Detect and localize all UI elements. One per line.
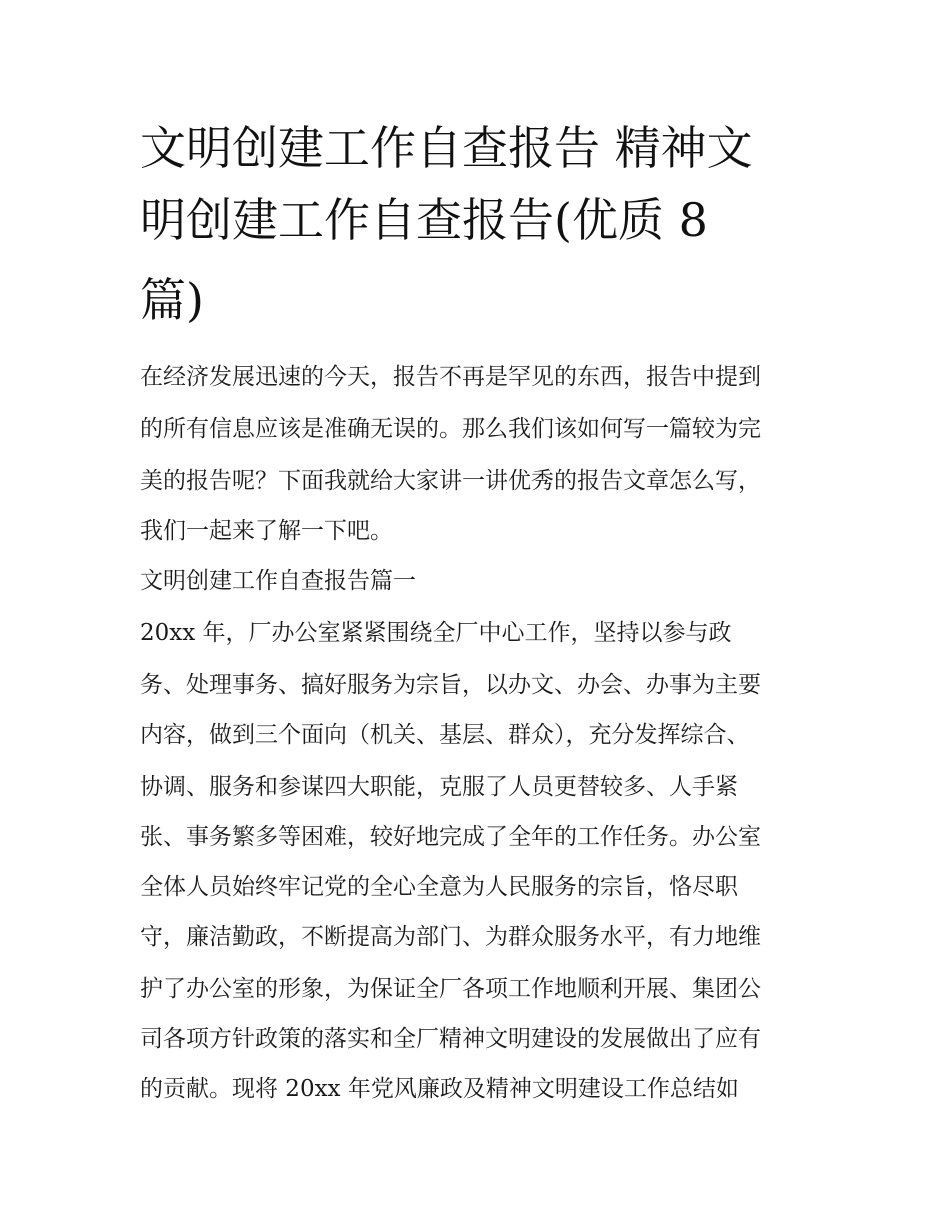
report-paragraph-line: 内容，做到三个面向（机关、基层、群众），充分发挥综合、 (140, 722, 750, 748)
report-paragraph-line: 20xx 年，厂办公室紧紧围绕全厂中心工作，坚持以参与政 (140, 620, 732, 646)
document-title-line-2: 明创建工作自查报告(优质 8 (140, 193, 708, 247)
document-title-line-3: 篇) (140, 273, 204, 327)
intro-paragraph-line: 的所有信息应该是准确无误的。那么我们该如何写一篇较为完 (140, 416, 761, 442)
intro-paragraph-line: 在经济发展迅速的今天，报告不再是罕见的东西，报告中提到 (140, 364, 761, 390)
report-paragraph-line: 守，廉洁勤政，不断提高为部门、为群众服务水平，有力地维 (140, 924, 761, 950)
report-paragraph-line: 护了办公室的形象，为保证全厂各项工作地顺利开展、集团公 (140, 976, 761, 1002)
report-paragraph-line: 全体人员始终牢记党的全心全意为人民服务的宗旨，恪尽职 (140, 874, 738, 900)
section-heading: 文明创建工作自查报告篇一 (140, 568, 416, 594)
report-paragraph-line: 张、事务繁多等困难，较好地完成了全年的工作任务。办公室 (140, 824, 761, 850)
report-paragraph-line: 司各项方针政策的落实和全厂精神文明建设的发展做出了应有 (140, 1026, 761, 1052)
report-paragraph-line: 务、处理事务、搞好服务为宗旨，以办文、办会、办事为主要 (140, 672, 761, 698)
document-title-line-1: 文明创建工作自查报告 精神文 (140, 121, 753, 175)
intro-paragraph-line: 美的报告呢？下面我就给大家讲一讲优秀的报告文章怎么写， (140, 468, 761, 494)
report-paragraph-line: 的贡献。现将 20xx 年党风廉政及精神文明建设工作总结如 (140, 1076, 739, 1102)
intro-paragraph-line: 我们一起来了解一下吧。 (140, 518, 393, 544)
report-paragraph-line: 协调、服务和参谋四大职能，克服了人员更替较多、人手紧 (140, 774, 738, 800)
